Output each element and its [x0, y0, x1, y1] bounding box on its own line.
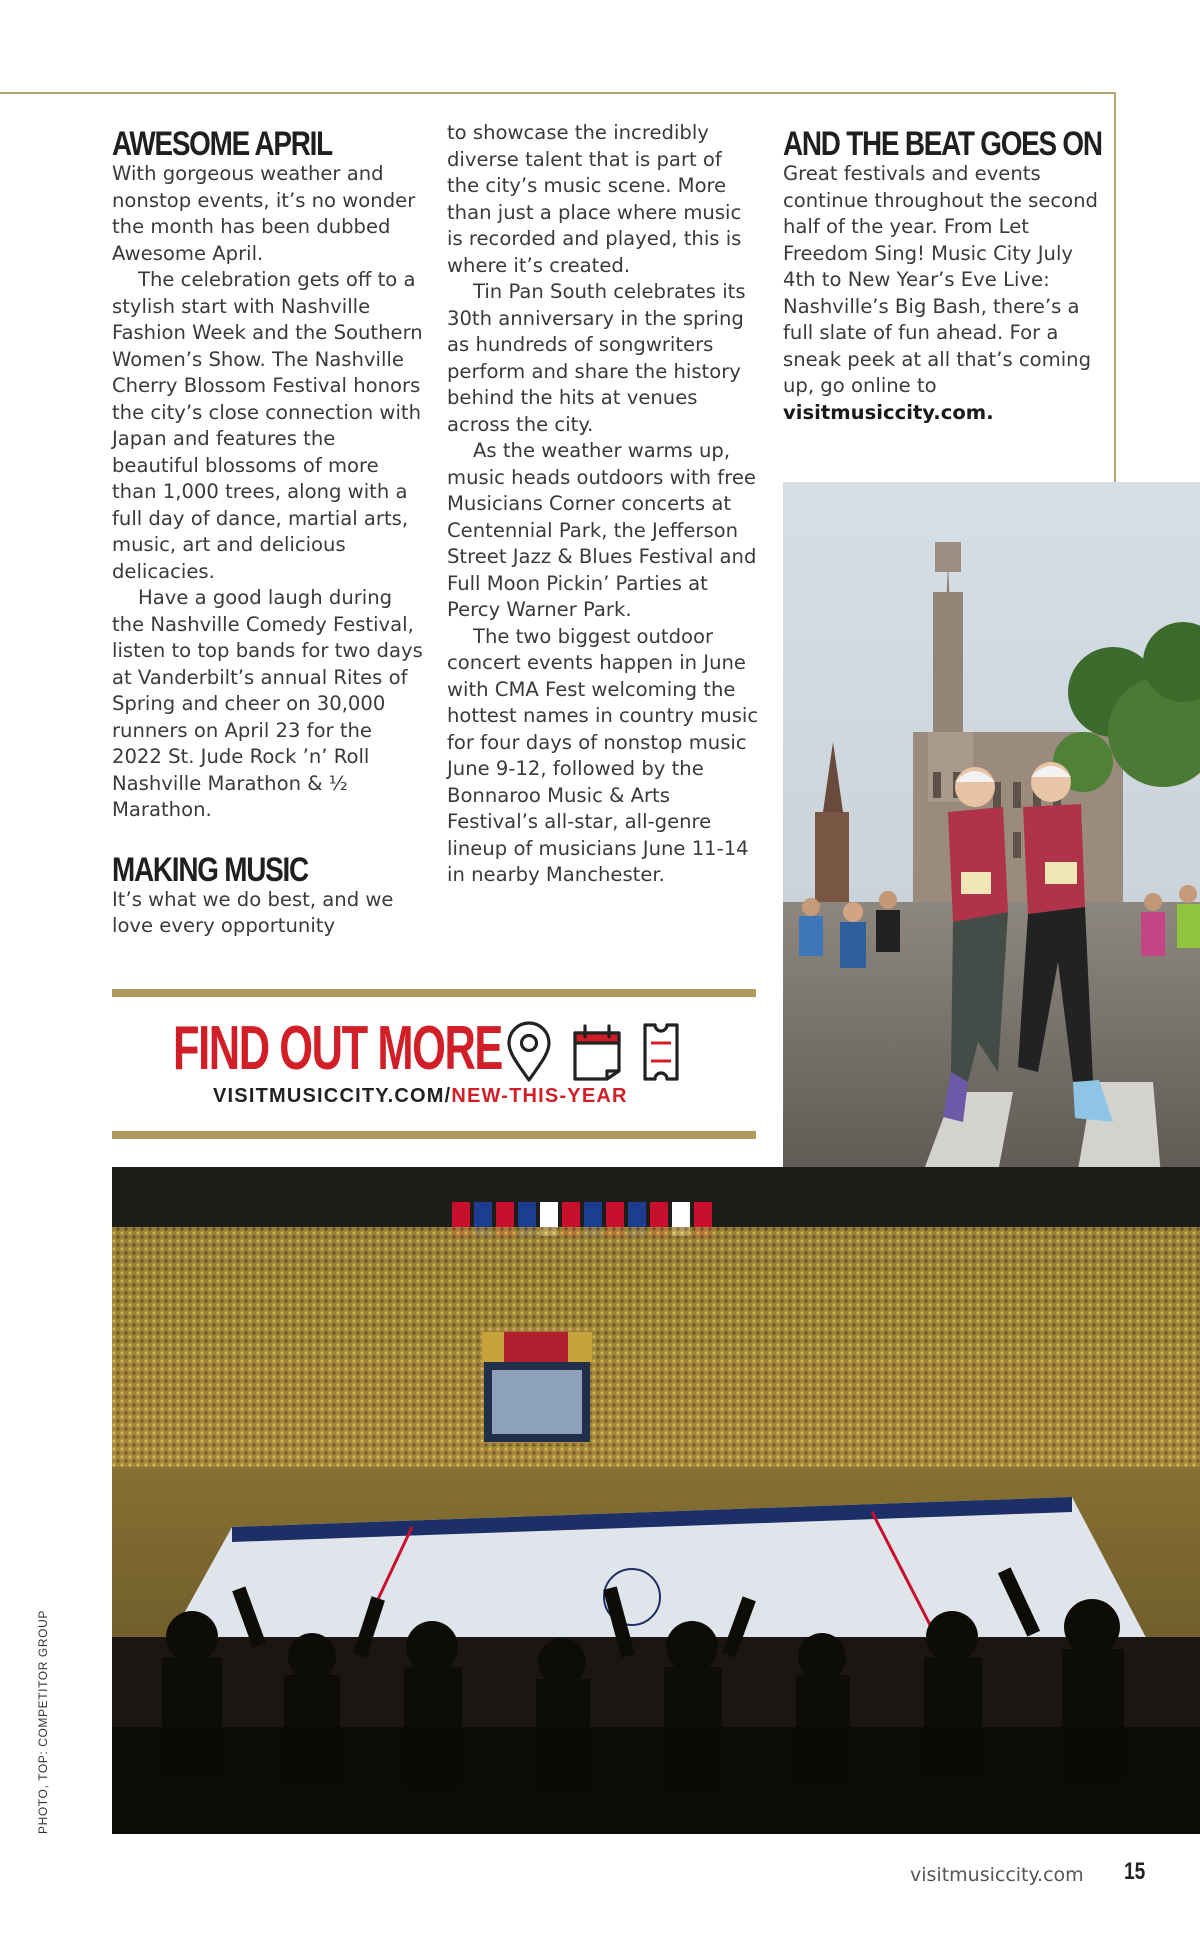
beat-goes-on-paragraph — [783, 161, 1105, 426]
heading-beat-goes-on: AND THE BEAT GOES ON — [783, 125, 1102, 163]
hockey-arena-photo — [112, 1167, 1200, 1834]
cta-rule-bottom — [112, 1131, 756, 1139]
making-music-paragraph-1-start: It’s what we do best, and we love every opportunity — [112, 887, 394, 937]
making-music-paragraph-4: The two biggest outdoor concert events happen in June with CMA Fest welcoming the hottest names in country music for four days of nonstop music June 9-12, followed by the Bonnaroo Music & Arts Festival’s all-star, all-genre lineup of musicians June 11-14 in nearby Manchester. — [447, 624, 759, 886]
making-music-paragraph-3: As the weather warms up, music heads outdoors with free Musicians Corner concerts at Centennial Park, the Jefferson Street Jazz & Blues Festival and Full Moon Pickin’ Parties at Percy Warner Park. — [447, 439, 757, 621]
map-pin-icon — [505, 1021, 553, 1087]
making-music-paragraph-2: Tin Pan South celebrates its 30th anniversary in the spring as hundreds of songwriters perform and share the history behind the hits at venues across the city. — [447, 280, 746, 436]
cta-url-path: NEW-THIS-YEAR — [451, 1085, 628, 1107]
cta-url-domain: VISITMUSICCITY.COM/ — [213, 1085, 452, 1107]
footer-site: visitmusiccity.com — [910, 1864, 1084, 1886]
heading-making-music: MAKING MUSIC — [112, 850, 308, 889]
column-left — [112, 118, 424, 940]
find-out-more-title: FIND OUT MORE — [173, 1014, 502, 1083]
heading-awesome-april: AWESOME APRIL — [112, 125, 332, 163]
column-middle — [447, 120, 759, 889]
cta-icons — [505, 1021, 683, 1087]
calendar-icon — [567, 1021, 625, 1087]
gold-frame-right — [1114, 92, 1116, 482]
find-out-more-box — [112, 989, 756, 1139]
awesome-april-paragraph-3: Have a good laugh during the Nashville Comedy Festival, listen to top bands for two days at Vanderbilt’s annual Rites of Spring and cheer on 30,000 runners on April 23 for the 2022 St. Jude Rock ’n’ Roll Nashville Marathon & ½ Marathon. — [112, 586, 423, 821]
making-music-paragraph-1-continued: to showcase the incredibly diverse talent that is part of the city’s music scene. More than just a place where music is recorded and played, this is where it’s created. — [447, 121, 742, 277]
gold-frame-top — [0, 92, 1116, 94]
column-right — [783, 118, 1105, 426]
page-number: 15 — [1124, 1858, 1146, 1885]
awesome-april-paragraph-2: The celebration gets off to a stylish start with Nashville Fashion Week and the Southern Women’s Show. The Nashville Cherry Blossom Festival honors the city’s close connection with Japan and features the beautiful blossoms of more than 1,000 trees, along with a full day of dance, martial arts, music, art and delicious delicacies. — [112, 268, 423, 583]
cta-rule-top — [112, 989, 756, 997]
runners-marathon-photo — [783, 482, 1200, 1199]
awesome-april-paragraph-1: With gorgeous weather and nonstop events, it’s no wonder the month has been dubbed Awesome April. — [112, 162, 416, 265]
photo-credit: PHOTO, TOP: COMPETITOR GROUP — [36, 1610, 50, 1834]
cta-url[interactable] — [213, 1085, 628, 1108]
visitmusiccity-link[interactable]: visitmusiccity.com. — [783, 400, 994, 424]
ticket-icon — [639, 1021, 683, 1087]
beat-goes-on-text: Great festivals and events continue throughout the second half of the year. From Let Freedom Sing! Music City July 4th to New Year’s Eve Live: Nashville’s Big Bash, there’s a full slate of fun ahead. For a sneak peek at all that’s coming up, go online to — [783, 162, 1098, 397]
